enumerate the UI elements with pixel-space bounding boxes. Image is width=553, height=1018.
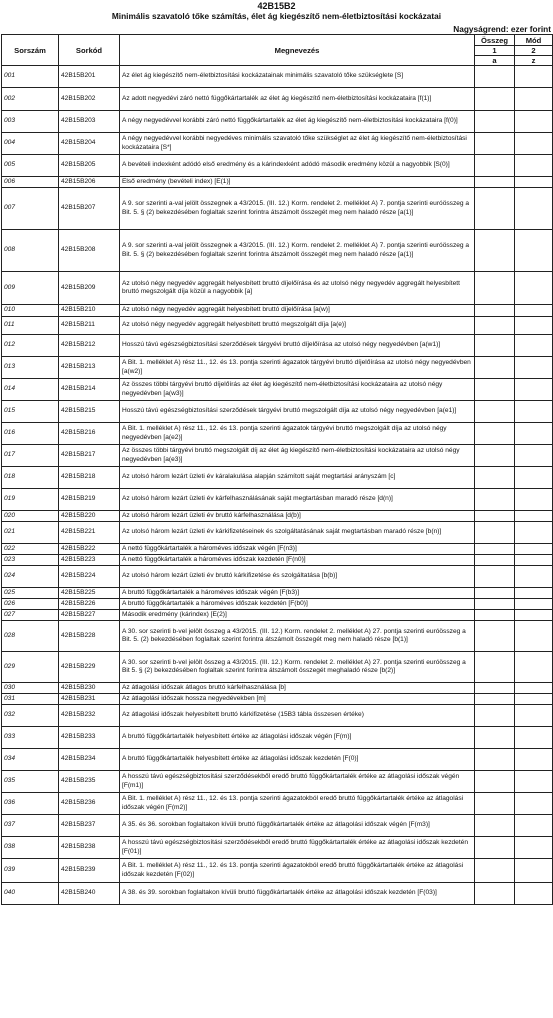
row-description: Az összes többi tárgyévi bruttó megszolgált díj az élet ág kiegészítő nem-életbiztosítási kockázataira az utolsó négy negyedévben [a(e3)] [120,445,475,467]
row-description: Hosszú távú egészségbiztosítási szerződések tárgyévi bruttó megszolgált díja az utolsó négy negyedévben [a(e1)] [120,401,475,423]
mode-cell[interactable] [515,652,553,683]
mode-cell[interactable] [515,230,553,272]
mode-cell[interactable] [515,511,553,522]
table-row [2,445,553,467]
row-description: A 35. és 36. sorokban foglaltakon kívüli bruttó függőkártartalék értéke az átlagolási időszak végén [F(m3)] [120,815,475,837]
col-header-sorkod: Sorkód [59,35,120,66]
mode-cell[interactable] [515,621,553,652]
row-description: A nettó függőkártartalék a hároméves időszak végén [F(n3)] [120,544,475,555]
mode-cell[interactable] [515,694,553,705]
col-header-sorszam: Sorszám [2,35,59,66]
row-number: 035 [2,771,59,793]
mode-cell[interactable] [515,555,553,566]
col-header-megnevezes: Megnevezés [120,35,475,66]
row-description: Az összes többi tárgyévi bruttó díjelőírás az élet ág kiegészítő nem-életbiztosítási kockázataira az utolsó négy negyedévben [a(w3)] [120,379,475,401]
row-code: 42B15B238 [59,837,120,859]
row-number: 039 [2,859,59,883]
mode-cell[interactable] [515,305,553,317]
row-code: 42B15B211 [59,317,120,335]
row-description: Az adott negyedévi záró nettó függőkártartalék az élet ág kiegészítő nem-életbiztosítási kockázataira [f(1)] [120,88,475,111]
amount-cell[interactable] [475,793,515,815]
table-row [2,599,553,610]
row-code: 42B15B208 [59,230,120,272]
row-code: 42B15B226 [59,599,120,610]
row-description: A hosszú távú egészségbiztosítási szerződésekből eredő bruttó függőkártartalék értéke az átlagolási időszak kezdetén [F(01)] [120,837,475,859]
table-row [2,467,553,489]
mode-cell[interactable] [515,66,553,88]
row-code: 42B15B217 [59,445,120,467]
row-number: 011 [2,317,59,335]
row-code: 42B15B231 [59,694,120,705]
mode-cell[interactable] [515,155,553,177]
mode-cell[interactable] [515,793,553,815]
row-description: Első eredmény (bevételi index) [E(1)] [120,177,475,188]
mode-cell[interactable] [515,588,553,599]
mode-cell[interactable] [515,815,553,837]
table-row [2,305,553,317]
table-row [2,815,553,837]
row-number: 010 [2,305,59,317]
mode-cell[interactable] [515,88,553,111]
row-description: A 9. sor szerinti a-val jelölt összegnek a 43/2015. (III. 12.) Korm. rendelet 2. melléklet A) 7. pontja szerinti euróösszeg a Bit. 5. § (2) bekezdésében foglaltak szerint forintra átszámolt összegét meg nem haladó része [a(1)] [120,230,475,272]
table-row [2,749,553,771]
table-row [2,357,553,379]
amount-cell[interactable] [475,610,515,621]
amount-cell[interactable] [475,357,515,379]
row-code: 42B15B234 [59,749,120,771]
row-number: 012 [2,335,59,357]
data-table [1,34,553,905]
row-description: Az utolsó négy negyedév aggregált helyesbített bruttó díjelőírása és az utolsó négy negyedév aggregált helyesbített bruttó megszolgált díja közül a nagyobbik [a] [120,272,475,305]
row-number: 019 [2,489,59,511]
table-row [2,335,553,357]
table-row [2,317,553,335]
amount-cell[interactable] [475,445,515,467]
amount-cell[interactable] [475,423,515,445]
row-number: 034 [2,749,59,771]
table-row [2,66,553,88]
mode-cell[interactable] [515,522,553,544]
row-description: Az utolsó három lezárt üzleti év kárkifizetéseinek és szolgáltatásának saját megtartásban maradó része [b(n)] [120,522,475,544]
row-description: A Bit. 1. melléklet A) rész 11., 12. és 13. pontja szerinti ágazatok tárgyévi bruttó megszolgált díja az utolsó négy negyedévben [a(e2)] [120,423,475,445]
amount-cell[interactable] [475,883,515,905]
amount-cell[interactable] [475,272,515,305]
table-row [2,423,553,445]
row-description: A bevételi indexként adódó első eredmény és a kárindexként adódó második eredmény közül a nagyobbik [S(0)] [120,155,475,177]
table-row [2,379,553,401]
mode-cell[interactable] [515,467,553,489]
row-number: 026 [2,599,59,610]
row-description: A 30. sor szerinti b-vel jelölt összeg a 43/2015. (III. 12.) Korm. rendelet 2. melléklet A) 27. pontja szerinti euróösszeg a Bit 5. § (2) bekezdésében foglaltak szerint forintra átszámolt összegét meghaladó része [b(2)] [120,652,475,683]
amount-cell[interactable] [475,683,515,694]
row-number: 017 [2,445,59,467]
row-code: 42B15B224 [59,566,120,588]
amount-cell[interactable] [475,66,515,88]
amount-cell[interactable] [475,588,515,599]
amount-cell[interactable] [475,522,515,544]
amount-cell[interactable] [475,133,515,155]
row-code: 42B15B207 [59,188,120,230]
row-code: 42B15B219 [59,489,120,511]
amount-cell[interactable] [475,815,515,837]
table-row [2,133,553,155]
row-code: 42B15B235 [59,771,120,793]
row-code: 42B15B210 [59,305,120,317]
table-row [2,694,553,705]
mode-cell[interactable] [515,837,553,859]
col-header-mod: Mód [515,35,553,46]
row-number: 013 [2,357,59,379]
amount-cell[interactable] [475,859,515,883]
row-number: 027 [2,610,59,621]
row-code: 42B15B212 [59,335,120,357]
mode-cell[interactable] [515,883,553,905]
row-code: 42B15B214 [59,379,120,401]
unit-label: Nagyságrend: ezer forint [453,24,551,34]
row-code: 42B15B218 [59,467,120,489]
mode-cell[interactable] [515,401,553,423]
mode-cell[interactable] [515,335,553,357]
mode-cell[interactable] [515,727,553,749]
row-number: 024 [2,566,59,588]
row-number: 033 [2,727,59,749]
mode-cell[interactable] [515,859,553,883]
amount-cell[interactable] [475,177,515,188]
amount-cell[interactable] [475,555,515,566]
row-description: A 38. és 39. sorokban foglaltakon kívüli bruttó függőkártartalék értéke az átlagolási időszak kezdetén [F(03)] [120,883,475,905]
table-row [2,683,553,694]
row-number: 032 [2,705,59,727]
mode-cell[interactable] [515,111,553,133]
amount-cell[interactable] [475,155,515,177]
row-number: 004 [2,133,59,155]
amount-cell[interactable] [475,705,515,727]
row-description: A négy negyedévvel korábbi negyedéves minimális szavatoló tőke szükséglet az élet ág kiegészítő nem-életbiztosítási kockázataira [S*] [120,133,475,155]
table-row [2,859,553,883]
row-code: 42B15B239 [59,859,120,883]
row-number: 020 [2,511,59,522]
amount-cell[interactable] [475,727,515,749]
table-row [2,489,553,511]
amount-cell[interactable] [475,317,515,335]
row-description: A nettó függőkártartalék a hároméves időszak kezdetén [F(n0)] [120,555,475,566]
mode-cell[interactable] [515,771,553,793]
amount-cell[interactable] [475,335,515,357]
table-row [2,544,553,555]
mode-cell[interactable] [515,177,553,188]
mode-cell[interactable] [515,423,553,445]
row-code: 42B15B236 [59,793,120,815]
row-number: 018 [2,467,59,489]
row-description: Az élet ág kiegészítő nem-életbiztosítási kockázatainak minimális szavatoló tőke szükséglete [S] [120,66,475,88]
table-row [2,88,553,111]
amount-cell[interactable] [475,188,515,230]
row-description: A bruttó függőkártartalék helyesbített értéke az átlagolási időszak végén [F(m)] [120,727,475,749]
table-row [2,230,553,272]
mode-cell[interactable] [515,566,553,588]
table-title: Minimális szavatoló tőke számítás, élet ág kiegészítő nem-életbiztosítási kockázatai [111,11,442,21]
row-description: A Bit. 1. melléklet A) rész 11., 12. és 13. pontja szerinti ágazatokból eredő bruttó függőkártartalék értéke az átlagolási időszak kezdetén [F(02)] [120,859,475,883]
amount-cell[interactable] [475,694,515,705]
row-description: Az utolsó három lezárt üzleti év bruttó kárfelhasználása [d(b)] [120,511,475,522]
row-number: 002 [2,88,59,111]
table-row [2,727,553,749]
row-code: 42B15B222 [59,544,120,555]
row-code: 42B15B216 [59,423,120,445]
row-code: 42B15B232 [59,705,120,727]
row-number: 025 [2,588,59,599]
amount-cell[interactable] [475,771,515,793]
row-code: 42B15B203 [59,111,120,133]
row-description: A Bit. 1. melléklet A) rész 11., 12. és 13. pontja szerinti ágazatok tárgyévi bruttó díjelőírása az utolsó négy negyedévben [a(w2)] [120,357,475,379]
row-description: Az utolsó három lezárt üzleti év káralakulása alapján számított saját megtartási arányszám [c] [120,467,475,489]
table-row [2,177,553,188]
table-row [2,621,553,652]
row-number: 023 [2,555,59,566]
row-number: 015 [2,401,59,423]
mode-cell[interactable] [515,544,553,555]
amount-cell[interactable] [475,621,515,652]
table-row [2,401,553,423]
amount-cell[interactable] [475,511,515,522]
row-code: 42B15B204 [59,133,120,155]
row-number: 031 [2,694,59,705]
row-code: 42B15B220 [59,511,120,522]
amount-cell[interactable] [475,230,515,272]
row-number: 021 [2,522,59,544]
row-description: A Bit. 1. melléklet A) rész 11., 12. és 13. pontja szerinti ágazatokból eredő bruttó függőkártartalék értéke az átlagolási időszak végén [F(m2)] [120,793,475,815]
row-description: Az átlagolási időszak hossza negyedévekben [m] [120,694,475,705]
mode-cell[interactable] [515,272,553,305]
row-code: 42B15B229 [59,652,120,683]
table-code: 42B15B2 [257,1,296,11]
table-row [2,837,553,859]
row-code: 42B15B202 [59,88,120,111]
row-description: A 9. sor szerinti a-val jelölt összegnek a 43/2015. (III. 12.) Korm. rendelet 2. melléklet A) 7. pontja szerinti euróösszeg a Bit. 5. § (2) bekezdésében foglaltak szerint forintra átszámolt összegét meg nem haladó része [a(1)] [120,188,475,230]
row-number: 040 [2,883,59,905]
row-code: 42B15B230 [59,683,120,694]
row-code: 42B15B221 [59,522,120,544]
row-number: 037 [2,815,59,837]
table-row [2,511,553,522]
row-code: 42B15B225 [59,588,120,599]
row-code: 42B15B228 [59,621,120,652]
row-number: 036 [2,793,59,815]
row-number: 009 [2,272,59,305]
col-header-osszeg: Összeg [475,35,515,46]
row-number: 014 [2,379,59,401]
row-number: 005 [2,155,59,177]
row-number: 030 [2,683,59,694]
amount-cell[interactable] [475,379,515,401]
col-number-1: 1 [475,46,515,56]
mode-cell[interactable] [515,317,553,335]
row-number: 022 [2,544,59,555]
row-description: Az utolsó négy negyedév aggregált helyesbített bruttó megszolgált díja [a(e)] [120,317,475,335]
row-number: 038 [2,837,59,859]
amount-cell[interactable] [475,489,515,511]
table-row [2,883,553,905]
mode-cell[interactable] [515,683,553,694]
row-number: 007 [2,188,59,230]
col-letter-a: a [475,56,515,66]
mode-cell[interactable] [515,749,553,771]
table-row [2,188,553,230]
amount-cell[interactable] [475,749,515,771]
mode-cell[interactable] [515,133,553,155]
mode-cell[interactable] [515,188,553,230]
amount-cell[interactable] [475,305,515,317]
row-number: 006 [2,177,59,188]
table-row [2,272,553,305]
row-code: 42B15B227 [59,610,120,621]
mode-cell[interactable] [515,705,553,727]
amount-cell[interactable] [475,467,515,489]
mode-cell[interactable] [515,357,553,379]
amount-cell[interactable] [475,837,515,859]
row-description: A bruttó függőkártartalék a hároméves időszak végén [F(b3)] [120,588,475,599]
mode-cell[interactable] [515,610,553,621]
row-code: 42B15B240 [59,883,120,905]
col-number-2: 2 [515,46,553,56]
row-description: Az átlagolási időszak helyesbített bruttó kárkifizetése (15B3 tábla összesen értéke) [120,705,475,727]
amount-cell[interactable] [475,566,515,588]
row-description: A bruttó függőkártartalék a hároméves időszak kezdetén [F(b0)] [120,599,475,610]
amount-cell[interactable] [475,111,515,133]
row-description: A 30. sor szerinti b-vel jelölt összeg a 43/2015. (III. 12.) Korm. rendelet 2. melléklet A) 27. pontja szerinti euróösszeg a Bit. 5. (2) bekezdésében foglaltak szerint forintra átszámolt összegét meg nem haladó része [b(1)] [120,621,475,652]
row-description: Az átlagolási időszak átlagos bruttó kárfelhasználása [b] [120,683,475,694]
table-row [2,155,553,177]
row-code: 42B15B205 [59,155,120,177]
row-number: 029 [2,652,59,683]
row-description: Az utolsó három lezárt üzleti év kárfelhasználásának saját megtartásban maradó része [d(n)] [120,489,475,511]
mode-cell[interactable] [515,379,553,401]
amount-cell[interactable] [475,88,515,111]
row-code: 42B15B223 [59,555,120,566]
table-body [2,66,553,905]
row-number: 001 [2,66,59,88]
row-number: 016 [2,423,59,445]
row-code: 42B15B206 [59,177,120,188]
mode-cell[interactable] [515,489,553,511]
row-description: A hosszú távú egészségbiztosítási szerződésekből eredő bruttó függőkártartalék értéke az átlagolási időszak végén [F(m1)] [120,771,475,793]
row-code: 42B15B209 [59,272,120,305]
row-code: 42B15B201 [59,66,120,88]
table-row [2,705,553,727]
row-code: 42B15B215 [59,401,120,423]
amount-cell[interactable] [475,599,515,610]
table-row [2,793,553,815]
row-number: 028 [2,621,59,652]
mode-cell[interactable] [515,599,553,610]
row-description: A bruttó függőkártartalék helyesbített értéke az átlagolási időszak kezdetén [F(0)] [120,749,475,771]
table-row [2,555,553,566]
row-description: Az utolsó négy negyedév aggregált helyesbített bruttó díjelőírása [a(w)] [120,305,475,317]
row-code: 42B15B233 [59,727,120,749]
row-code: 42B15B237 [59,815,120,837]
row-number: 008 [2,230,59,272]
col-letter-z: z [515,56,553,66]
table-row [2,522,553,544]
amount-cell[interactable] [475,544,515,555]
amount-cell[interactable] [475,401,515,423]
amount-cell[interactable] [475,652,515,683]
row-description: Az utolsó három lezárt üzleti év bruttó kárkifizetése és szolgáltatása [b(b)] [120,566,475,588]
row-description: A négy negyedévvel korábbi záró nettó függőkártartalék az élet ág kiegészítő nem-életbiztosítási kockázataira [f(0)] [120,111,475,133]
row-description: Hosszú távú egészségbiztosítási szerződések tárgyévi bruttó díjelőírása az utolsó négy negyedévben [a(w1)] [120,335,475,357]
table-row [2,652,553,683]
table-row [2,588,553,599]
row-code: 42B15B213 [59,357,120,379]
mode-cell[interactable] [515,445,553,467]
table-row [2,771,553,793]
row-number: 003 [2,111,59,133]
row-description: Második eredmény (kárindex) [E(2)] [120,610,475,621]
table-row [2,111,553,133]
table-row [2,610,553,621]
table-row [2,566,553,588]
